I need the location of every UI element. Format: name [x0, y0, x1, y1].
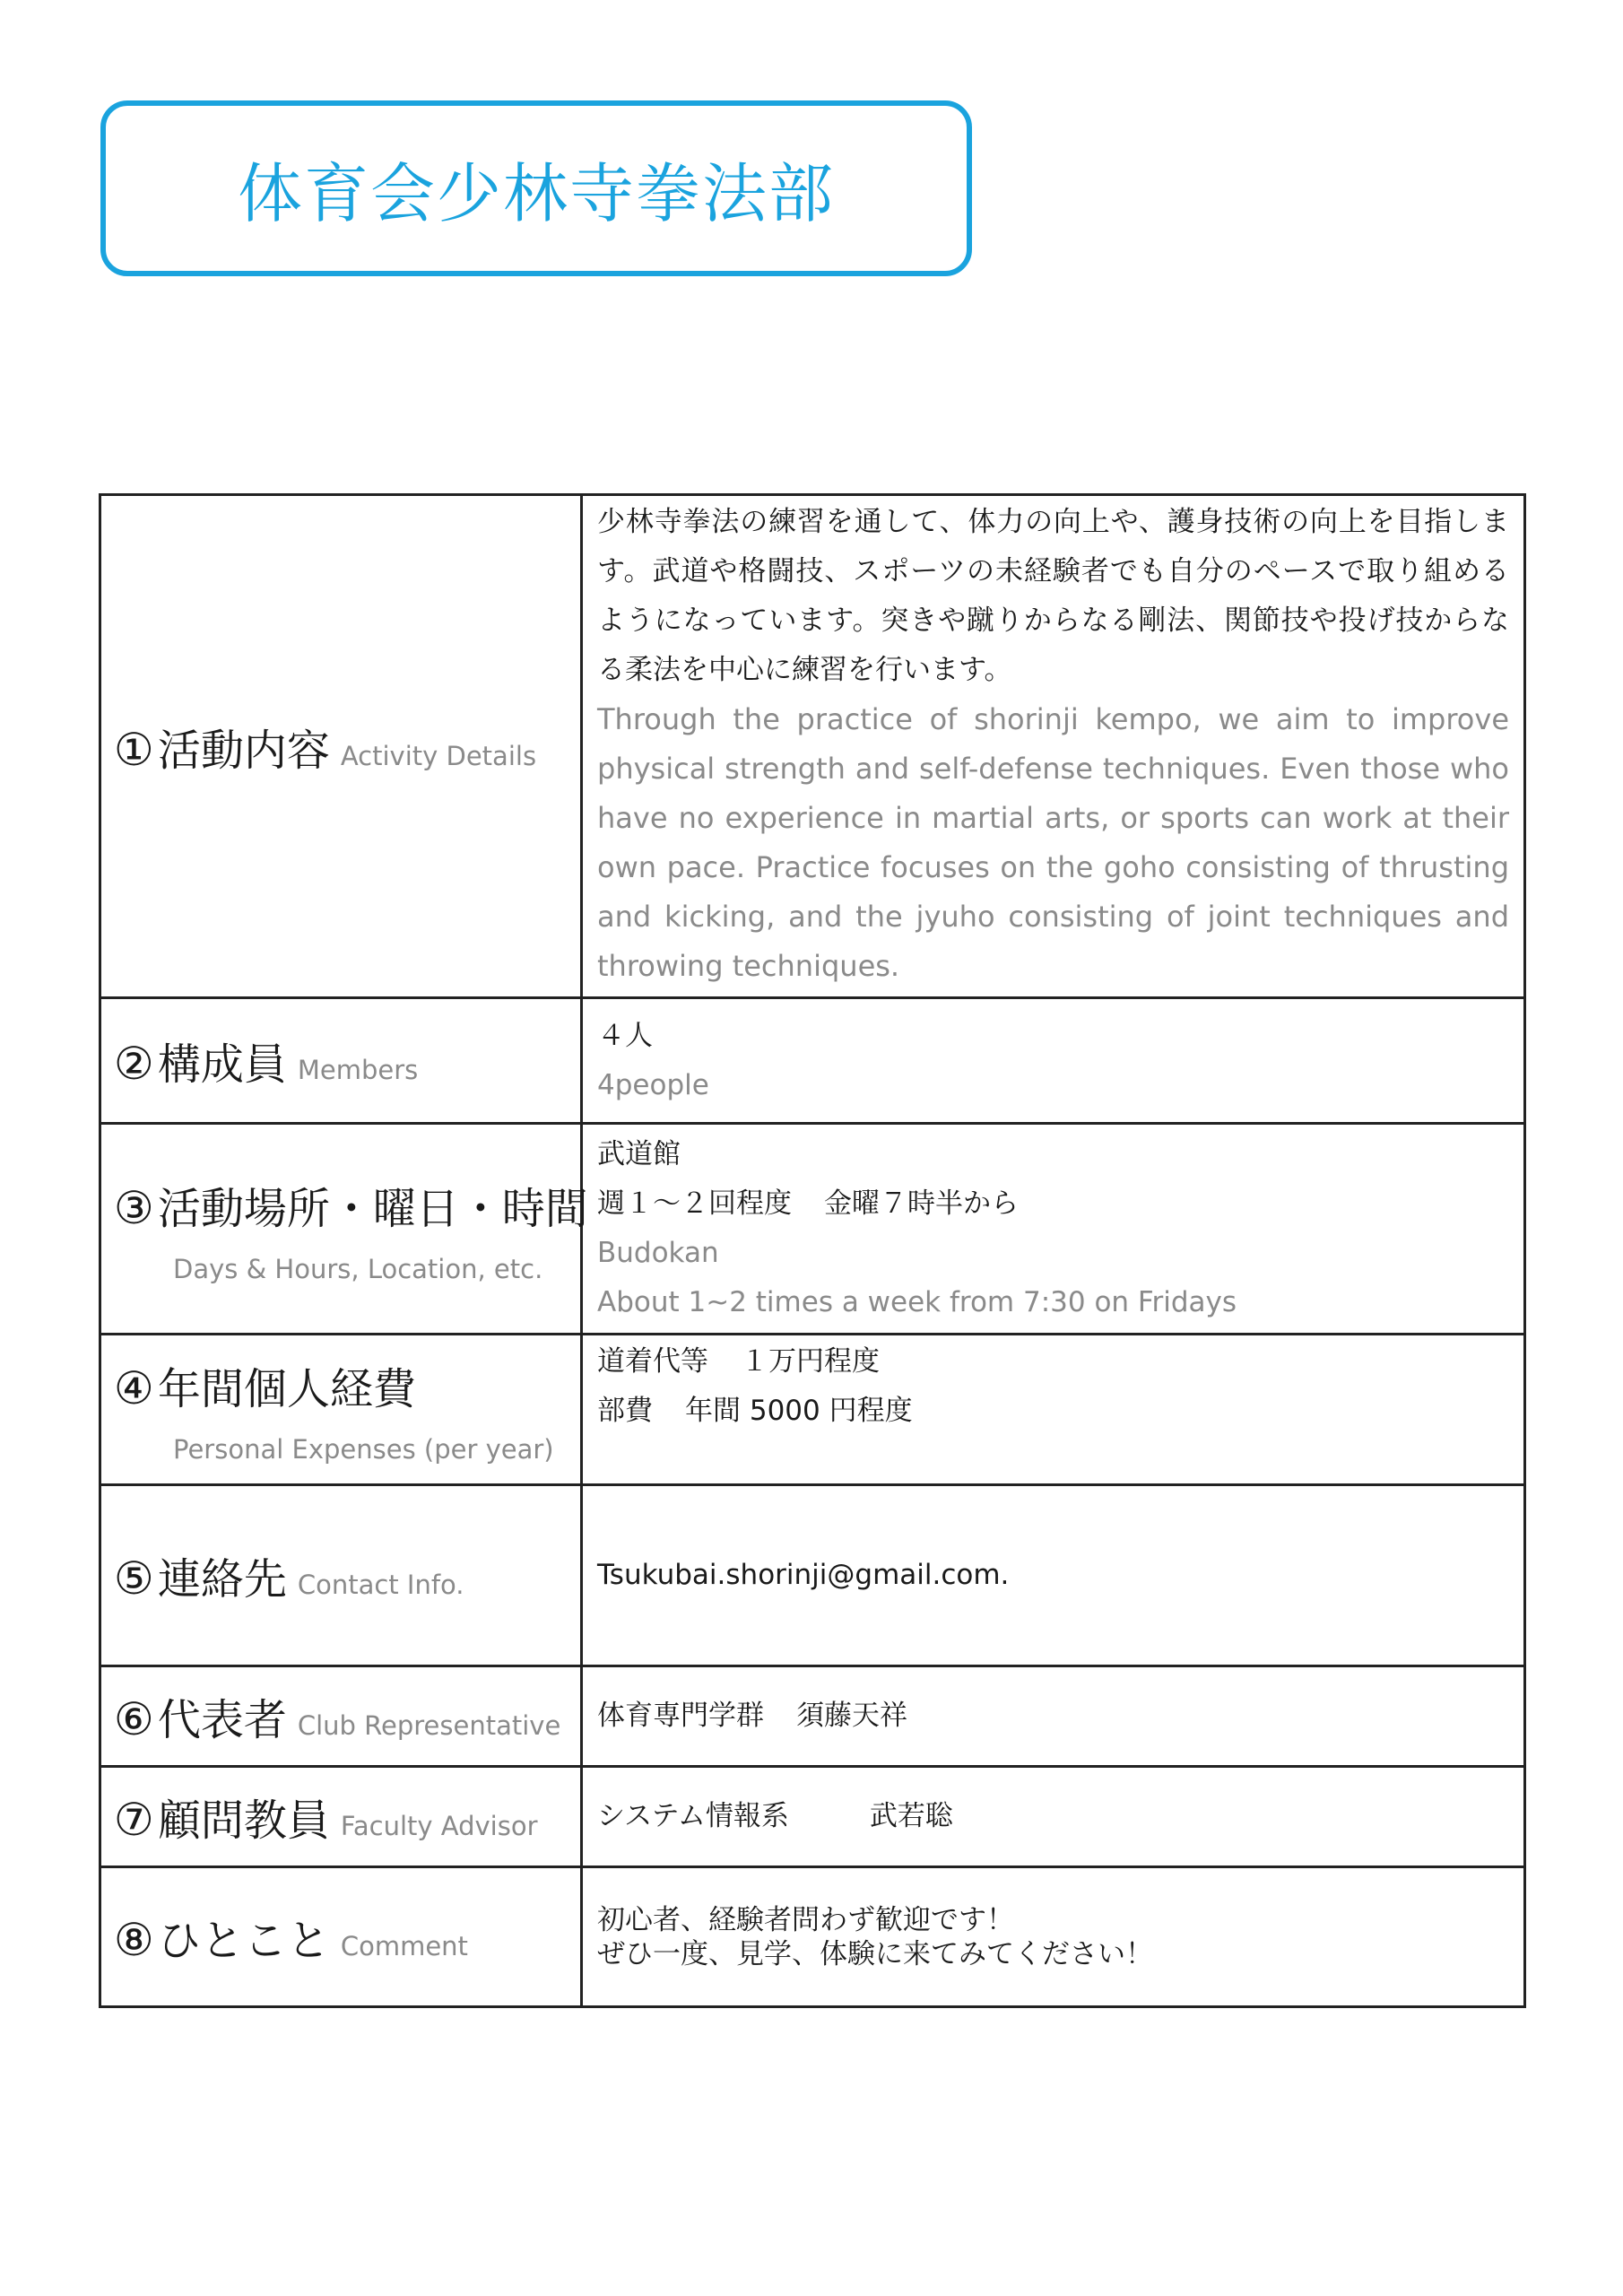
representative [597, 1692, 1509, 1741]
row-comment [100, 1867, 1525, 2007]
label-en: Faculty Advisor [340, 1811, 538, 1841]
label-jp: 活動場所・曜日・時間 [157, 1183, 588, 1234]
label-en: Members [297, 1055, 419, 1085]
frequency-jp: 週１～２回程度 [597, 1187, 792, 1220]
label-jp: 活動内容 [157, 725, 330, 776]
uniform-cost-label: 道着代等 [597, 1345, 708, 1378]
uniform-cost [597, 1337, 1509, 1387]
activity-text-en: Through the practice of shorinji kempo, we aim to improve physical strength and self-defense techniques. Even those who have no experience in martial arts, or sports can work at their own pace. Practice focuses on the goho consisting of thrusting and kicking, and the jyuho consisting of joint techniques and throwing techniques. [597, 702, 1509, 983]
club-title: 体育会少林寺拳法部 [237, 156, 835, 231]
content-cell [582, 495, 1525, 998]
uniform-cost-value: １万円程度 [741, 1345, 880, 1378]
location-jp: 武道館 [597, 1138, 681, 1170]
content-cell [582, 1767, 1525, 1867]
content-cell [582, 1867, 1525, 2007]
time-jp: 金曜７時半から [824, 1187, 1019, 1220]
label-cell [100, 998, 582, 1124]
advisor [597, 1792, 1509, 1841]
club-fee-label: 部費 [597, 1395, 653, 1427]
row-number: ④ [114, 1362, 154, 1414]
row-number: ⑧ [114, 1914, 154, 1966]
content-cell [582, 1666, 1525, 1767]
representative-department: 体育専門学群 [597, 1700, 764, 1732]
content-cell [582, 1124, 1525, 1335]
label-cell [100, 1867, 582, 2007]
label-cell [100, 1124, 588, 1335]
representative-name: 須藤天祥 [796, 1700, 907, 1732]
content-cell [582, 998, 1525, 1124]
schedule-en: About 1~2 times a week from 7:30 on Fridays [597, 1286, 1237, 1318]
row-location-days-hours [100, 1124, 1525, 1335]
label-jp: 構成員 [157, 1039, 287, 1090]
comment-line-1: 初心者、経験者問わず歓迎です！ [597, 1903, 1014, 1936]
club-fee [597, 1387, 1509, 1436]
label-en: Club Representative [297, 1710, 561, 1741]
club-info-table [99, 493, 1526, 2008]
content-cell [582, 1335, 1525, 1485]
label-cell [100, 495, 582, 998]
label-jp: 代表者 [157, 1695, 287, 1745]
row-members [100, 998, 1525, 1124]
label-jp: 年間個人経費 [157, 1364, 416, 1414]
label-en: Days & Hours, Location, etc. [173, 1253, 543, 1284]
label-cell [100, 1666, 582, 1767]
club-fee-value: 年間 5000 円程度 [685, 1395, 913, 1427]
label-cell [100, 1335, 582, 1485]
advisor-department: システム情報系 [597, 1800, 789, 1832]
comment-line-2: ぜひ一度、見学、体験に来てみてください！ [597, 1937, 1153, 1970]
members-count-en: 4people [597, 1068, 709, 1101]
location-en: Budokan [597, 1237, 719, 1269]
schedule-jp [597, 1179, 1509, 1229]
label-jp: 顧問教員 [157, 1796, 330, 1846]
row-activity-details [100, 495, 1525, 998]
row-number: ③ [114, 1181, 154, 1234]
label-jp: ひとこと [157, 1916, 330, 1966]
label-en: Contact Info. [297, 1570, 464, 1600]
club-title-box [100, 100, 972, 276]
contact-email: Tsukubai.shorinji@gmail.com. [597, 1559, 1010, 1591]
label-en: Comment [340, 1931, 468, 1961]
row-number: ② [114, 1038, 154, 1090]
row-faculty-advisor [100, 1767, 1525, 1867]
label-jp: 連絡先 [157, 1554, 287, 1605]
label-cell [100, 1485, 582, 1666]
label-en: Activity Details [340, 740, 537, 771]
activity-text-jp: 少林寺拳法の練習を通して、体力の向上や、護身技術の向上を目指します。武道や格闘技、スポーツの未経験者でも自分のペースで取り組めるようになっています。突きや蹴りからなる剛法、関節技や投げ技からなる柔法を中心に練習を行います。 [597, 506, 1509, 686]
row-number: ⑦ [114, 1794, 154, 1846]
members-count-jp: ４人 [597, 1019, 653, 1052]
row-number: ⑤ [114, 1552, 154, 1605]
label-en: Personal Expenses (per year) [173, 1434, 554, 1465]
row-contact-info [100, 1485, 1525, 1666]
advisor-name: 武若聡 [869, 1800, 953, 1832]
row-number: ① [114, 723, 154, 776]
content-cell [582, 1485, 1525, 1666]
row-number: ⑥ [114, 1693, 154, 1745]
row-club-representative [100, 1666, 1525, 1767]
label-cell [100, 1767, 582, 1867]
row-personal-expenses [100, 1335, 1525, 1485]
